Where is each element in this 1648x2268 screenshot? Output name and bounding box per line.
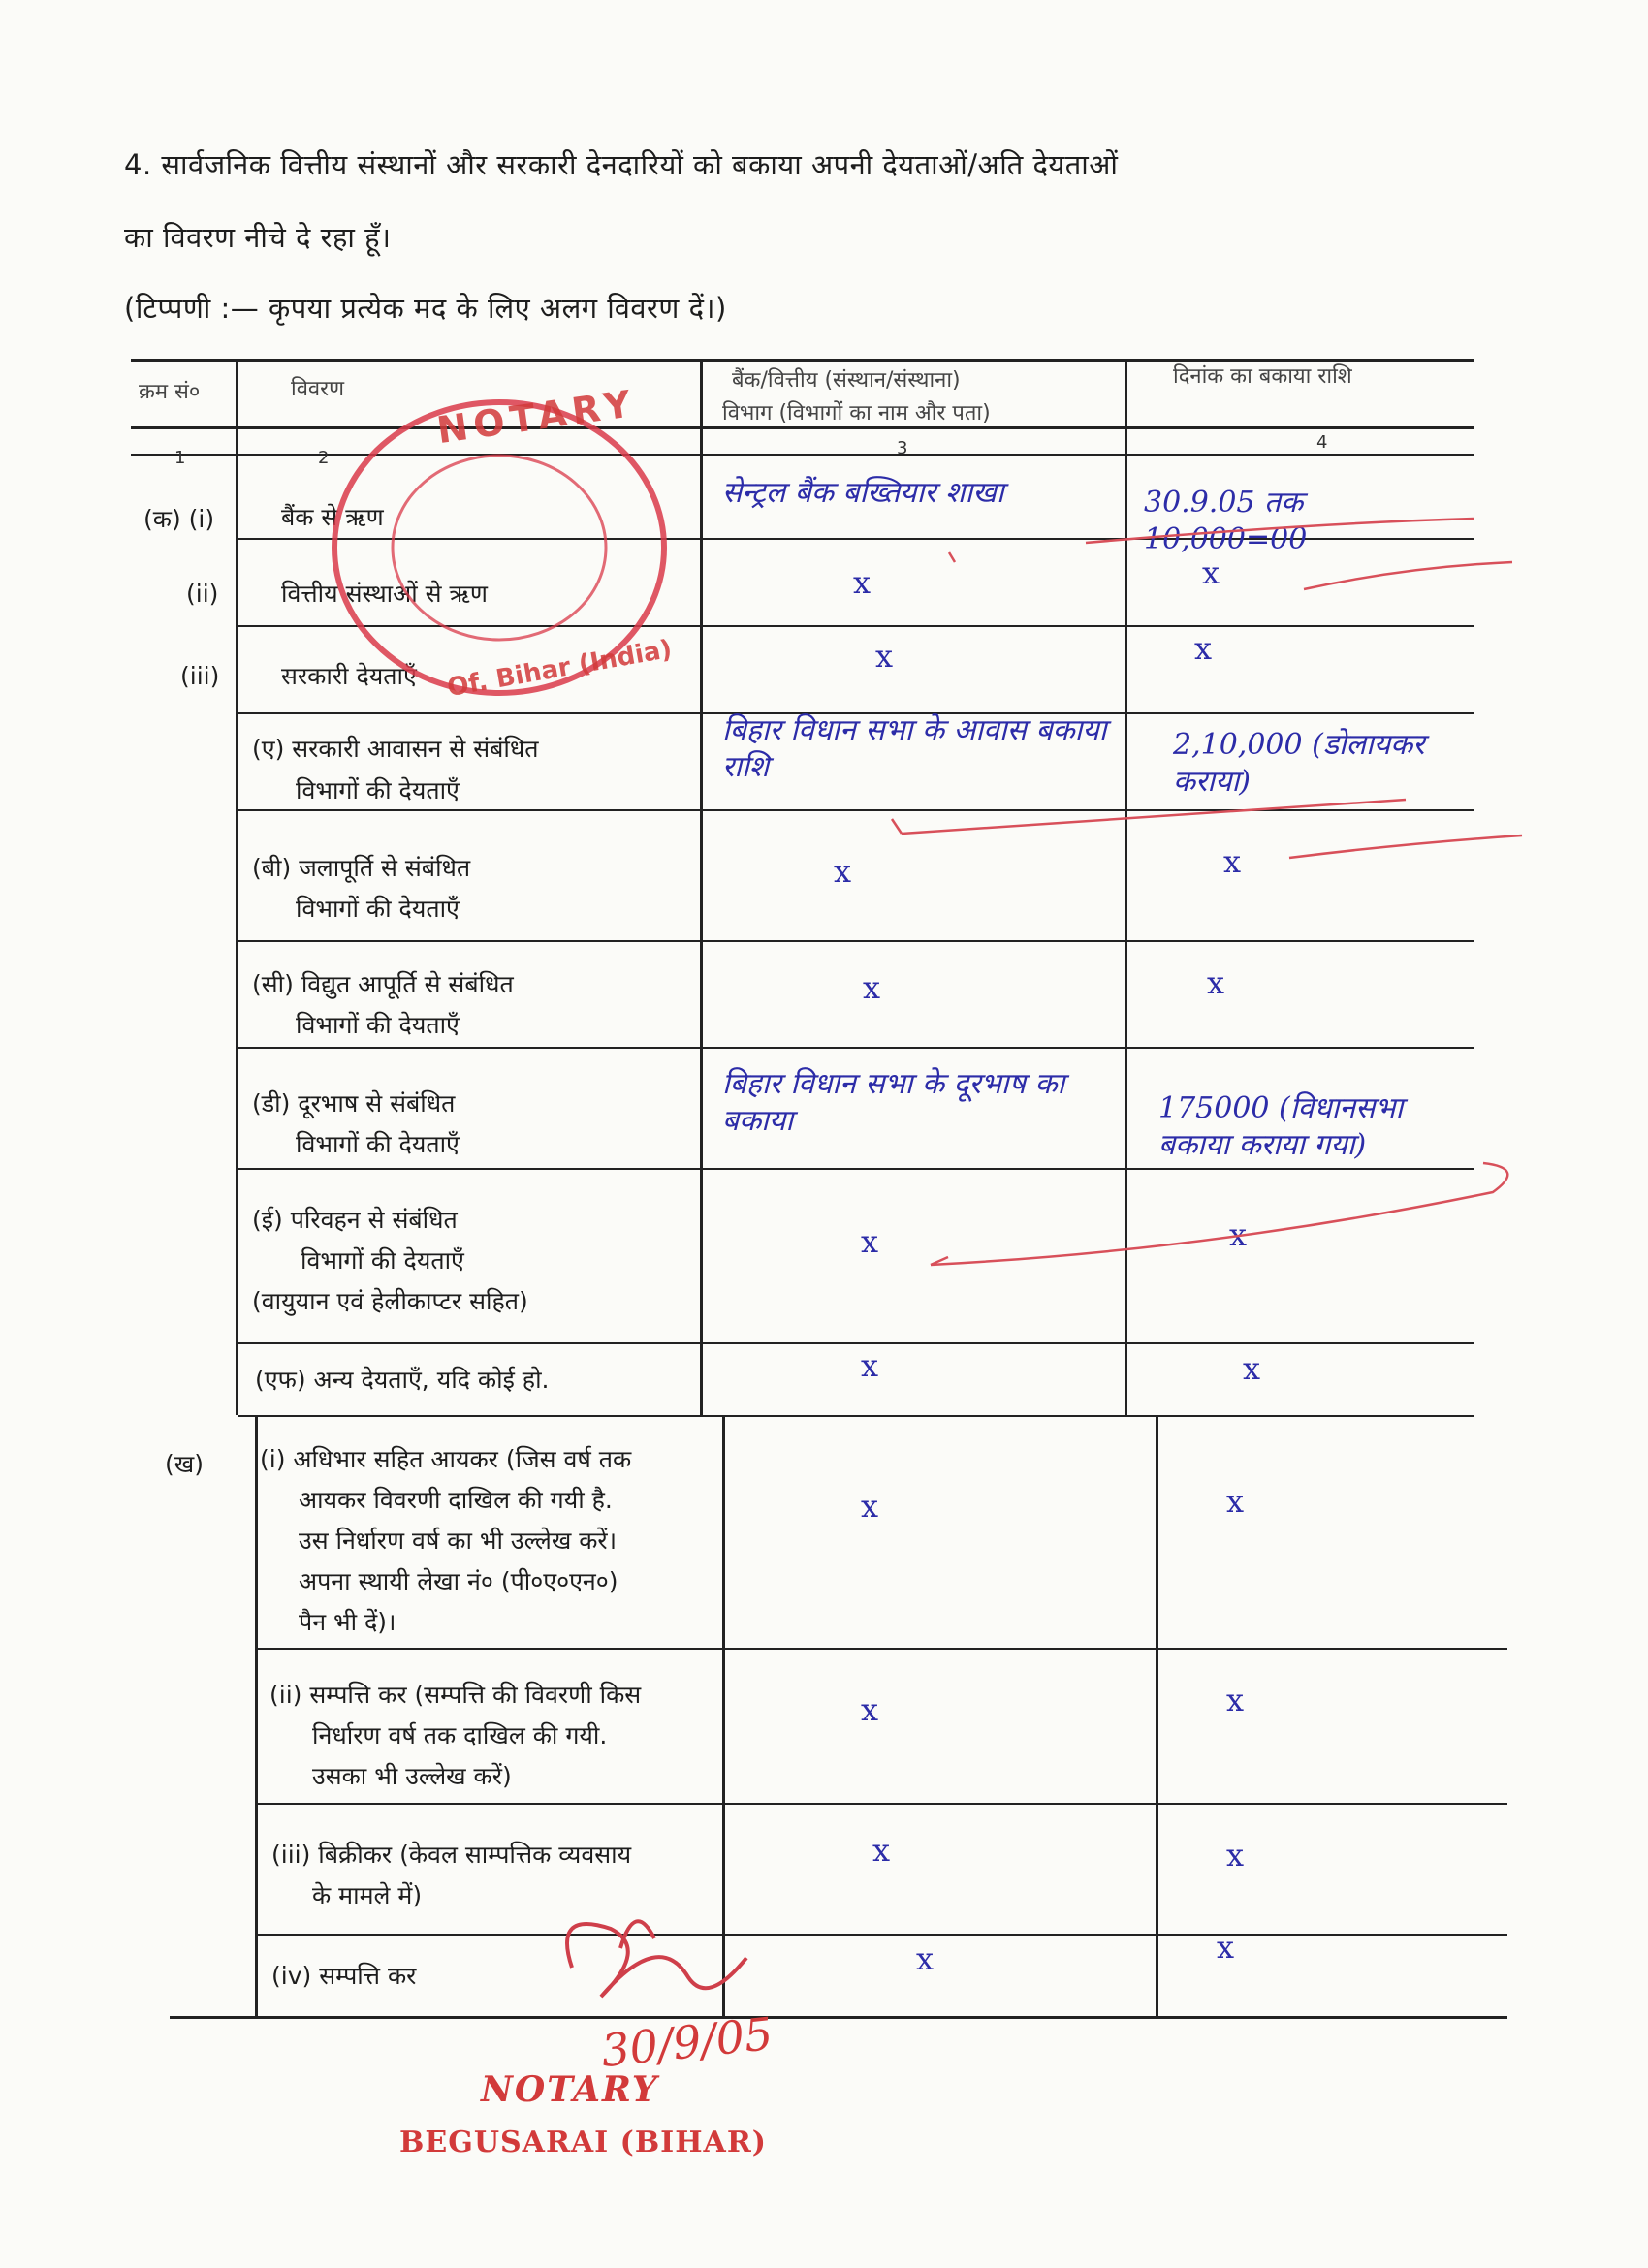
row-desc: विभागों की देयताएँ	[296, 1130, 460, 1158]
row-desc: (वायुयान एवं हेलीकाप्टर सहित)	[252, 1287, 528, 1315]
row-desc: (सी) विद्युत आपूर्ति से संबंधित	[252, 970, 514, 998]
row-rule	[238, 940, 1474, 942]
signature-date: 30/9/05	[598, 2006, 776, 2078]
row-rule	[238, 1168, 1474, 1170]
row-desc: सरकारी देयताएँ	[281, 662, 417, 690]
row-amount: x	[1226, 1483, 1245, 1520]
row-bank: x	[853, 564, 872, 601]
colnum-2: 2	[318, 448, 330, 468]
row-bank: सेन्ट्रल बैंक बख्तियार शाखा	[722, 476, 1004, 510]
row-amount: 2,10,000 (डोलायकर कराया)	[1173, 728, 1425, 799]
row-desc: (i) अधिभार सहित आयकर (जिस वर्ष तक	[260, 1445, 632, 1473]
colnum-3: 3	[897, 438, 908, 458]
intro-line-2: का विवरण नीचे दे रहा हूँ।	[124, 221, 392, 254]
header-bank-line2: विभाग (विभागों का नाम और पता)	[722, 401, 991, 425]
row-bank: x	[863, 969, 881, 1006]
bottom-stamp-line2: BEGUSARAI (BIHAR)	[399, 2126, 767, 2159]
row-rule	[257, 1803, 1507, 1805]
row-amount: x	[1223, 843, 1242, 880]
row-bank: x	[861, 1223, 879, 1260]
col-divider-1	[236, 359, 238, 1415]
stamp-text-top: NOTARY	[433, 381, 640, 453]
row-bank: x	[872, 1832, 891, 1869]
row-desc: विभागों की देयताएँ	[296, 895, 460, 923]
row-desc: विभागों की देयताएँ	[296, 776, 460, 804]
notary-bottom-stamp	[388, 2069, 795, 2176]
row-amount: x	[1229, 1216, 1248, 1253]
row-rule	[238, 1047, 1474, 1049]
row-bank: x	[834, 853, 852, 890]
row-bank: बिहार विधान सभा के आवास बकाया राशि	[722, 713, 1107, 784]
header-amount: दिनांक का बकाया राशि	[1173, 364, 1352, 389]
intro-line-1: 4. सार्वजनिक वित्तीय संस्थानों और सरकारी देनदारियों को बकाया अपनी देयताओं/अति देयताओं	[124, 148, 1119, 181]
row-desc: अपना स्थायी लेखा नं० (पी०ए०एन०)	[299, 1567, 618, 1595]
row-desc: (ii) सम्पत्ति कर (सम्पत्ति की विवरणी किस	[269, 1681, 642, 1709]
row-amount: x	[1207, 964, 1225, 1001]
row-rule	[238, 1342, 1474, 1344]
row-bank: x	[875, 638, 894, 675]
stamp-text-bottom: Of. Bihar (India)	[445, 634, 675, 704]
col-divider-1b	[255, 1415, 258, 2016]
intro-note: (टिप्पणी :— कृपया प्रत्येक मद के लिए अलग विवरण दें।)	[124, 292, 727, 325]
row-desc: (डी) दूरभाष से संबंधित	[252, 1089, 456, 1118]
row-serial: (क) (i)	[143, 505, 215, 533]
row-desc: (एफ) अन्य देयताएँ, यदि कोई हो.	[255, 1366, 550, 1394]
colnum-1: 1	[174, 448, 186, 468]
row-rule	[238, 1415, 1474, 1417]
row-desc: (ई) परिवहन से संबंधित	[252, 1206, 458, 1234]
row-amount: 175000 (विधानसभा बकाया कराया गया)	[1158, 1091, 1404, 1162]
row-desc: विभागों की देयताएँ	[296, 1011, 460, 1039]
row-serial: (ख)	[165, 1450, 204, 1478]
col-divider-3b	[1156, 1415, 1158, 2016]
row-amount: x	[1194, 630, 1213, 667]
row-desc: (iv) सम्पत्ति कर	[271, 1962, 417, 1990]
row-desc: (बी) जलापूर्ति से संबंधित	[252, 854, 471, 882]
row-rule	[257, 1934, 1507, 1936]
row-bank: x	[861, 1488, 879, 1525]
bottom-stamp-line1: NOTARY	[481, 2069, 659, 2110]
colnum-4: 4	[1316, 432, 1328, 453]
row-amount: x	[1202, 554, 1220, 591]
row-desc: विभागों की देयताएँ	[301, 1246, 464, 1275]
row-desc: उसका भी उल्लेख करें)	[312, 1762, 512, 1790]
header-serial: क्रम सं०	[139, 380, 201, 404]
col-divider-2	[700, 359, 703, 1415]
col-divider-3	[1125, 359, 1127, 1415]
row-amount: x	[1243, 1350, 1261, 1387]
row-bank: x	[916, 1940, 935, 1977]
header-description: विवरण	[291, 377, 345, 401]
row-serial: (ii)	[186, 580, 219, 608]
row-bank: x	[861, 1691, 879, 1728]
row-serial: (iii)	[180, 662, 220, 690]
row-desc: के मामले में)	[312, 1881, 423, 1909]
row-desc: (iii) बिक्रीकर (केवल साम्पत्तिक व्यवसाय	[271, 1841, 632, 1869]
notary-round-stamp	[320, 381, 679, 708]
row-desc: वित्तीय संस्थाओं से ऋण	[281, 580, 488, 608]
row-rule	[257, 1648, 1507, 1650]
row-amount: x	[1226, 1837, 1245, 1874]
row-desc: उस निर्धारण वर्ष का भी उल्लेख करें।	[299, 1527, 618, 1555]
row-amount: x	[1226, 1682, 1245, 1718]
row-desc: आयकर विवरणी दाखिल की गयी है.	[299, 1486, 613, 1514]
row-bank: x	[861, 1347, 879, 1384]
row-desc: बैंक से ऋण	[281, 503, 384, 531]
row-desc: (ए) सरकारी आवासन से संबंधित	[252, 735, 539, 763]
header-bank-line1: बैंक/वित्तीय (संस्थान/संस्थाना)	[732, 368, 961, 393]
table-bottom-rule	[170, 2016, 1507, 2019]
row-amount: x	[1217, 1929, 1235, 1966]
row-desc: पैन भी दें)।	[299, 1608, 396, 1636]
row-amount: 30.9.05 तक 10,000=00	[1144, 486, 1308, 556]
row-desc: निर्धारण वर्ष तक दाखिल की गयी.	[312, 1721, 608, 1749]
row-bank: बिहार विधान सभा के दूरभाष का बकाया	[722, 1067, 1065, 1138]
